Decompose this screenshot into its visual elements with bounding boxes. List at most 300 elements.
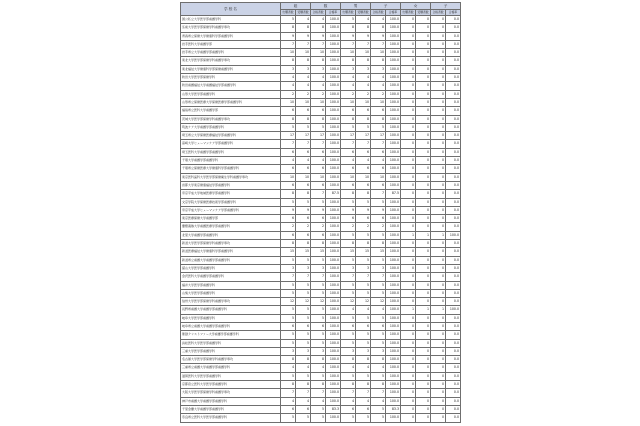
- group-header: 数: [311, 3, 341, 10]
- value-cell: 0.0: [446, 190, 461, 198]
- value-cell: 0: [401, 298, 416, 306]
- value-cell: 10: [311, 98, 326, 106]
- value-cell: 0: [431, 240, 446, 248]
- value-cell: 0: [431, 107, 446, 115]
- value-cell: 100.0: [386, 24, 401, 32]
- value-cell: 0: [401, 397, 416, 405]
- value-cell: 0.0: [446, 65, 461, 73]
- value-cell: 5: [371, 123, 386, 131]
- value-cell: 5: [341, 123, 356, 131]
- value-cell: 3: [371, 347, 386, 355]
- value-cell: 100.0: [326, 132, 341, 140]
- value-cell: 0: [416, 289, 431, 297]
- value-cell: 7: [281, 40, 296, 48]
- value-cell: 7: [356, 140, 371, 148]
- value-cell: 4: [341, 82, 356, 90]
- value-cell: 7: [371, 190, 386, 198]
- value-cell: 0: [401, 107, 416, 115]
- value-cell: 100.0: [386, 181, 401, 189]
- value-cell: 3: [341, 347, 356, 355]
- school-name-cell: 帝京平成大学ヒューマンケア学部看護学科: [181, 206, 281, 214]
- value-cell: 0: [416, 248, 431, 256]
- school-name-cell: 岐阜県立看護大学看護学部看護学科: [181, 322, 281, 330]
- value-cell: 8: [356, 240, 371, 248]
- value-cell: 0.0: [446, 82, 461, 90]
- value-cell: 6: [371, 107, 386, 115]
- value-cell: 100.0: [386, 223, 401, 231]
- value-cell: 100.0: [326, 281, 341, 289]
- value-cell: 100.0: [386, 65, 401, 73]
- value-cell: 0: [416, 215, 431, 223]
- value-cell: 100.0: [326, 198, 341, 206]
- value-cell: 100.0: [386, 240, 401, 248]
- value-cell: 0: [431, 132, 446, 140]
- value-cell: 10: [281, 173, 296, 181]
- column-header: 受験者数: [297, 10, 309, 14]
- value-cell: 9: [296, 32, 311, 40]
- table-row: [181, 289, 461, 297]
- school-name-cell: 東京医科歯科大学医学部保健衛生学科看護学専攻: [181, 173, 281, 181]
- value-cell: 100.0: [326, 314, 341, 322]
- value-cell: 0.0: [446, 24, 461, 32]
- value-cell: 0: [401, 40, 416, 48]
- value-cell: 5: [356, 372, 371, 380]
- value-cell: 0: [401, 90, 416, 98]
- value-cell: 6: [311, 322, 326, 330]
- value-cell: 7: [371, 140, 386, 148]
- value-cell: 0.0: [446, 40, 461, 48]
- value-cell: 8: [296, 190, 311, 198]
- value-cell: 6: [341, 165, 356, 173]
- value-cell: 100.0: [326, 173, 341, 181]
- value-cell: 5: [281, 331, 296, 339]
- value-cell: 5: [341, 331, 356, 339]
- value-cell: 100.0: [386, 140, 401, 148]
- value-cell: 0: [416, 223, 431, 231]
- value-cell: 5: [371, 256, 386, 264]
- value-cell: 0: [401, 248, 416, 256]
- value-cell: 17: [281, 132, 296, 140]
- value-cell: 6: [311, 148, 326, 156]
- table-row: [181, 231, 461, 239]
- value-cell: 5: [281, 314, 296, 322]
- value-cell: 0: [431, 157, 446, 165]
- value-cell: 3: [281, 65, 296, 73]
- value-cell: 0.0: [446, 90, 461, 98]
- value-cell: 0: [431, 57, 446, 65]
- value-cell: 7: [311, 40, 326, 48]
- value-cell: 17: [341, 132, 356, 140]
- value-cell: 8: [341, 57, 356, 65]
- table-row: [181, 115, 461, 123]
- value-cell: 0.0: [446, 356, 461, 364]
- table-row: [181, 157, 461, 165]
- value-cell: 0: [416, 115, 431, 123]
- value-cell: 9: [371, 206, 386, 214]
- table-row: [181, 16, 461, 24]
- value-cell: 0.0: [446, 16, 461, 24]
- value-cell: 0: [431, 215, 446, 223]
- value-cell: 100.0: [446, 306, 461, 314]
- value-cell: 0: [401, 405, 416, 413]
- value-cell: 0: [431, 381, 446, 389]
- value-cell: 6: [371, 215, 386, 223]
- table-row: [181, 148, 461, 156]
- table-row: [181, 140, 461, 148]
- value-cell: 0: [416, 298, 431, 306]
- school-name-cell: 筑波ケア大学看護学部看護学科: [181, 123, 281, 131]
- value-cell: 6: [341, 322, 356, 330]
- value-cell: 5: [356, 231, 371, 239]
- value-cell: 8: [341, 24, 356, 32]
- value-cell: 100.0: [326, 298, 341, 306]
- table-row: [181, 24, 461, 32]
- table-row: [181, 281, 461, 289]
- value-cell: 0: [431, 223, 446, 231]
- value-cell: 5: [371, 372, 386, 380]
- value-cell: 10: [281, 98, 296, 106]
- value-cell: 5: [356, 123, 371, 131]
- school-name-cell: 神戸市看護大学看護学部看護学科: [181, 397, 281, 405]
- value-cell: 6: [281, 165, 296, 173]
- school-name-cell: 新潟医療福祉大学健康科学部看護学科: [181, 248, 281, 256]
- value-cell: 5: [281, 339, 296, 347]
- school-name-cell: 滋賀医科大学医学部看護学科: [181, 372, 281, 380]
- value-cell: 9: [356, 32, 371, 40]
- value-cell: 7: [356, 273, 371, 281]
- value-cell: 2: [281, 90, 296, 98]
- value-cell: 7: [296, 389, 311, 397]
- value-cell: 4: [281, 82, 296, 90]
- value-cell: 0: [431, 173, 446, 181]
- value-cell: 100.0: [386, 32, 401, 40]
- value-cell: 4: [281, 74, 296, 82]
- value-cell: 100.0: [386, 306, 401, 314]
- value-cell: 100.0: [386, 165, 401, 173]
- value-cell: 0: [431, 206, 446, 214]
- value-cell: 0: [416, 356, 431, 364]
- value-cell: 7: [311, 389, 326, 397]
- value-cell: 0.0: [446, 165, 461, 173]
- value-cell: 0.0: [446, 381, 461, 389]
- value-cell: 6: [281, 215, 296, 223]
- value-cell: 100.0: [326, 140, 341, 148]
- value-cell: 0: [431, 16, 446, 24]
- value-cell: 6: [281, 322, 296, 330]
- value-cell: 100.0: [326, 24, 341, 32]
- value-cell: 6: [296, 165, 311, 173]
- school-name-cell: 信州大学医学部保健学科看護学専攻: [181, 298, 281, 306]
- value-cell: 10: [296, 49, 311, 57]
- value-cell: 3: [356, 347, 371, 355]
- value-cell: 2: [281, 223, 296, 231]
- value-cell: 4: [296, 16, 311, 24]
- value-cell: 0.0: [446, 49, 461, 57]
- value-cell: 0: [431, 356, 446, 364]
- value-cell: 0: [401, 173, 416, 181]
- value-cell: 0.0: [446, 140, 461, 148]
- value-cell: 0.0: [446, 148, 461, 156]
- value-cell: 5: [281, 256, 296, 264]
- value-cell: 0.0: [446, 289, 461, 297]
- value-cell: 1: [401, 306, 416, 314]
- value-cell: 5: [311, 314, 326, 322]
- value-cell: 3: [281, 264, 296, 272]
- value-cell: 4: [341, 74, 356, 82]
- table-row: [181, 74, 461, 82]
- value-cell: 10: [371, 173, 386, 181]
- value-cell: 5: [371, 198, 386, 206]
- value-cell: 100.0: [446, 231, 461, 239]
- value-cell: 1: [431, 231, 446, 239]
- value-cell: 5: [296, 314, 311, 322]
- value-cell: 0.0: [446, 215, 461, 223]
- value-cell: 7: [371, 389, 386, 397]
- value-cell: 6: [356, 181, 371, 189]
- value-cell: 100.0: [326, 306, 341, 314]
- value-cell: 0: [416, 364, 431, 372]
- value-cell: 0: [416, 347, 431, 355]
- value-cell: 1: [401, 231, 416, 239]
- value-cell: 5: [311, 339, 326, 347]
- school-name-cell: 富山大学医学部看護学科: [181, 264, 281, 272]
- value-cell: 100.0: [386, 82, 401, 90]
- value-cell: 7: [296, 140, 311, 148]
- value-cell: 8: [296, 115, 311, 123]
- value-cell: 9: [311, 206, 326, 214]
- value-cell: 6: [296, 107, 311, 115]
- value-cell: 3: [371, 264, 386, 272]
- school-name-cell: 東京医療保健大学看護学部: [181, 215, 281, 223]
- value-cell: 0.0: [446, 132, 461, 140]
- value-cell: 6: [311, 231, 326, 239]
- value-cell: 0.0: [446, 322, 461, 330]
- value-cell: 0.0: [446, 107, 461, 115]
- value-cell: 0: [416, 148, 431, 156]
- value-cell: 0: [431, 148, 446, 156]
- school-name-cell: 北里大学看護学部看護学科: [181, 231, 281, 239]
- value-cell: 0: [416, 49, 431, 57]
- value-cell: 87.5: [326, 190, 341, 198]
- value-cell: 0: [401, 256, 416, 264]
- value-cell: 0: [416, 24, 431, 32]
- value-cell: 2: [356, 90, 371, 98]
- value-cell: 4: [356, 306, 371, 314]
- value-cell: 17: [371, 132, 386, 140]
- value-cell: 100.0: [326, 231, 341, 239]
- value-cell: 0: [401, 356, 416, 364]
- value-cell: 100.0: [386, 173, 401, 181]
- value-cell: 4: [311, 157, 326, 165]
- value-cell: 0: [416, 40, 431, 48]
- value-cell: 3: [356, 264, 371, 272]
- value-cell: 6: [281, 231, 296, 239]
- value-cell: 9: [281, 206, 296, 214]
- value-cell: 100.0: [386, 98, 401, 106]
- header-row-groups: [181, 3, 461, 10]
- value-cell: 100.0: [386, 206, 401, 214]
- value-cell: 0: [416, 74, 431, 82]
- value-cell: 5: [311, 331, 326, 339]
- school-name-cell: 東北大学医学部保健学科看護学専攻: [181, 57, 281, 65]
- school-name-cell: 三重県立看護大学看護学部看護学科: [181, 364, 281, 372]
- table-row: [181, 306, 461, 314]
- value-cell: 8: [356, 57, 371, 65]
- value-cell: 5: [341, 289, 356, 297]
- value-cell: 0.0: [446, 248, 461, 256]
- school-name-cell: 弘前大学医学部保健学科看護学専攻: [181, 24, 281, 32]
- value-cell: 10: [296, 173, 311, 181]
- value-cell: 9: [356, 206, 371, 214]
- value-cell: 9: [371, 32, 386, 40]
- school-name-cell: 慶應義塾大学看護医療学部看護学科: [181, 223, 281, 231]
- value-cell: 5: [341, 231, 356, 239]
- value-cell: 0: [431, 414, 446, 422]
- value-cell: 0.0: [446, 32, 461, 40]
- value-cell: 0: [431, 165, 446, 173]
- value-cell: 0: [431, 82, 446, 90]
- value-cell: 8: [281, 356, 296, 364]
- value-cell: 100.0: [386, 397, 401, 405]
- value-cell: 100.0: [326, 90, 341, 98]
- table-row: [181, 57, 461, 65]
- value-cell: 0: [416, 173, 431, 181]
- value-cell: 6: [281, 181, 296, 189]
- value-cell: 100.0: [386, 198, 401, 206]
- table-row: [181, 40, 461, 48]
- value-cell: 0: [401, 157, 416, 165]
- value-cell: 0: [416, 206, 431, 214]
- school-name-cell: 三重大学医学部看護学科: [181, 347, 281, 355]
- value-cell: 5: [371, 331, 386, 339]
- value-cell: 5: [341, 198, 356, 206]
- value-cell: 6: [356, 148, 371, 156]
- value-cell: 0.0: [446, 74, 461, 82]
- value-cell: 3: [296, 347, 311, 355]
- value-cell: 3: [371, 65, 386, 73]
- value-cell: 15: [341, 248, 356, 256]
- school-name-cell: 文京学院大学保健医療技術学部看護学科: [181, 198, 281, 206]
- value-cell: 4: [296, 364, 311, 372]
- exam-results-table: [180, 2, 461, 423]
- value-cell: 4: [296, 157, 311, 165]
- value-cell: 5: [296, 198, 311, 206]
- group-header: 子: [371, 3, 401, 10]
- value-cell: 8: [311, 381, 326, 389]
- value-cell: 8: [311, 240, 326, 248]
- value-cell: 5: [371, 414, 386, 422]
- value-cell: 5: [341, 256, 356, 264]
- table-row: [181, 181, 461, 189]
- value-cell: 0: [431, 314, 446, 322]
- school-name-cell: 浜松医科大学医学部看護学科: [181, 339, 281, 347]
- value-cell: 0: [431, 256, 446, 264]
- value-cell: 100.0: [386, 157, 401, 165]
- value-cell: 0: [401, 364, 416, 372]
- value-cell: 6: [371, 165, 386, 173]
- value-cell: 4: [371, 397, 386, 405]
- value-cell: 10: [341, 173, 356, 181]
- table-row: [181, 132, 461, 140]
- value-cell: 0: [431, 32, 446, 40]
- value-cell: 5: [281, 16, 296, 24]
- value-cell: 1: [431, 306, 446, 314]
- value-cell: 0: [431, 405, 446, 413]
- value-cell: 5: [296, 372, 311, 380]
- value-cell: 100.0: [386, 256, 401, 264]
- value-cell: 100.0: [386, 248, 401, 256]
- value-cell: 10: [371, 98, 386, 106]
- school-name-cell: 京都府立医科大学医学部看護学科: [181, 381, 281, 389]
- table-row: [181, 405, 461, 413]
- table-row: [181, 173, 461, 181]
- value-cell: 8: [356, 190, 371, 198]
- value-cell: 7: [281, 389, 296, 397]
- value-cell: 8: [281, 57, 296, 65]
- value-cell: 4: [296, 397, 311, 405]
- value-cell: 0: [431, 372, 446, 380]
- value-cell: 3: [356, 65, 371, 73]
- value-cell: 8: [311, 115, 326, 123]
- value-cell: 100.0: [386, 372, 401, 380]
- value-cell: 4: [356, 74, 371, 82]
- table-row: [181, 372, 461, 380]
- group-header: 男: [341, 3, 371, 10]
- value-cell: 8: [281, 381, 296, 389]
- value-cell: 2: [356, 223, 371, 231]
- value-cell: 0: [416, 57, 431, 65]
- value-cell: 100.0: [386, 364, 401, 372]
- table-row: [181, 356, 461, 364]
- value-cell: 0.0: [446, 256, 461, 264]
- value-cell: 0: [431, 198, 446, 206]
- value-cell: 0: [401, 115, 416, 123]
- value-cell: 8: [296, 381, 311, 389]
- value-cell: 0: [401, 181, 416, 189]
- value-cell: 0.0: [446, 115, 461, 123]
- school-name-cell: 山形県立保健医療大学保健医療学部看護学科: [181, 98, 281, 106]
- value-cell: 0.0: [446, 223, 461, 231]
- value-cell: 6: [356, 215, 371, 223]
- value-cell: 1: [416, 231, 431, 239]
- column-header: 合格者数: [312, 10, 324, 14]
- value-cell: 5: [341, 16, 356, 24]
- value-cell: 0: [416, 389, 431, 397]
- value-cell: 100.0: [326, 273, 341, 281]
- value-cell: 100.0: [326, 107, 341, 115]
- value-cell: 10: [341, 49, 356, 57]
- value-cell: 12: [341, 298, 356, 306]
- value-cell: 5: [311, 281, 326, 289]
- value-cell: 7: [311, 190, 326, 198]
- value-cell: 6: [296, 148, 311, 156]
- value-cell: 100.0: [326, 57, 341, 65]
- value-cell: 10: [311, 49, 326, 57]
- value-cell: 17: [311, 132, 326, 140]
- document-page: [180, 2, 460, 423]
- value-cell: 0: [401, 32, 416, 40]
- value-cell: 5: [311, 123, 326, 131]
- value-cell: 0.0: [446, 198, 461, 206]
- table-row: [181, 240, 461, 248]
- value-cell: 8: [356, 115, 371, 123]
- value-cell: 0: [401, 148, 416, 156]
- table-row: [181, 65, 461, 73]
- column-header: 出願者数: [282, 10, 294, 14]
- table-row: [181, 339, 461, 347]
- value-cell: 100.0: [326, 181, 341, 189]
- value-cell: 0: [401, 140, 416, 148]
